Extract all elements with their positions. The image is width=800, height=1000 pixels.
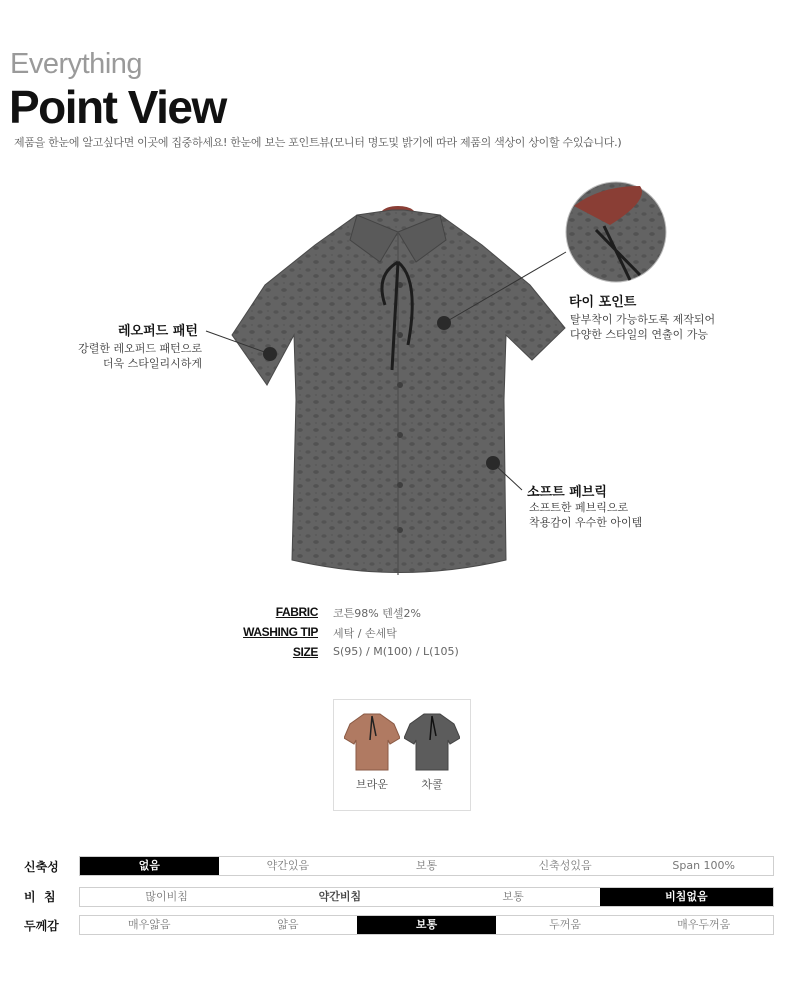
rating-sheer-option: 비침없음 [600, 888, 773, 906]
spec-fabric-value: 코튼98% 텐셀2% [333, 607, 421, 620]
rating-stretch-option: Span 100% [672, 859, 735, 872]
callout-fabric-title: 소프트 페브릭 [527, 485, 607, 500]
callout-tie-title: 타이 포인트 [569, 295, 637, 310]
rating-sheer-option: 보통 [502, 890, 524, 903]
rating-thickness-label: 두께감 [24, 919, 59, 933]
page-subtitle: 제품을 한눈에 알고싶다면 이곳에 집중하세요! 한눈에 보는 포인트뷰(모니터 명도및 밝기에 따라 제품의 색상이 상이할 수있습니다.) [14, 136, 622, 149]
rating-thickness-option: 보통 [357, 916, 496, 934]
color-label-brown: 브라운 [356, 778, 388, 791]
rating-sheer-option: 많이비침 [145, 890, 188, 903]
color-options-box [333, 699, 471, 811]
rating-stretch-label: 신축성 [24, 860, 59, 874]
callout-fabric-desc [529, 500, 642, 530]
color-swatch-brown[interactable] [344, 710, 400, 772]
rating-sheer-row [79, 887, 774, 907]
spec-fabric-label: FABRIC [275, 605, 318, 619]
spec-size-value: S(95) / M(100) / L(105) [333, 645, 459, 658]
rating-thickness-option: 얇음 [277, 918, 299, 931]
spec-size-label: SIZE [292, 645, 318, 659]
rating-thickness-option: 매우두꺼움 [677, 918, 731, 931]
callout-tie-desc [570, 312, 715, 342]
spec-washing-value: 세탁 / 손세탁 [333, 627, 397, 640]
color-swatch-charcoal[interactable] [404, 710, 460, 772]
eyebrow-title: Everything [10, 48, 143, 80]
color-label-charcoal: 차콜 [421, 778, 443, 791]
callout-fabric-line2: 착용감이 우수한 아이템 [529, 516, 643, 529]
rating-thickness-row [79, 915, 774, 935]
rating-sheer-option: 약간비침 [318, 890, 362, 903]
spec-washing-label: WASHING TIP [243, 625, 318, 639]
rating-stretch-row [79, 856, 774, 876]
rating-stretch-option: 신축성있음 [538, 859, 592, 872]
fabric-marker-icon [486, 456, 500, 470]
callout-leopard-title: 레오퍼드 패턴 [118, 324, 198, 339]
callout-leopard-line1: 강렬한 레오퍼드 패턴으로 [78, 342, 202, 355]
page-title: Point View [9, 81, 226, 133]
rating-thickness-option: 두꺼움 [549, 918, 582, 931]
callout-leopard-line2: 더욱 스타일리시하게 [102, 357, 202, 370]
rating-stretch-option: 없음 [80, 857, 219, 875]
rating-thickness-option: 매우얇음 [128, 918, 171, 931]
rating-stretch-option: 약간있음 [266, 859, 310, 872]
leopard-marker-icon [263, 347, 277, 361]
callout-fabric-line1: 소프트한 페브릭으로 [529, 501, 629, 514]
rating-stretch-option: 보통 [415, 859, 438, 872]
rating-sheer-label: 비 침 [24, 890, 56, 904]
tie-marker-icon [437, 316, 451, 330]
callout-tie-line1: 탈부착이 가능하도록 제작되어 [570, 313, 716, 326]
callout-leopard-desc [78, 341, 202, 371]
callout-tie-line2: 다양한 스타일의 연출이 가능 [570, 328, 709, 341]
